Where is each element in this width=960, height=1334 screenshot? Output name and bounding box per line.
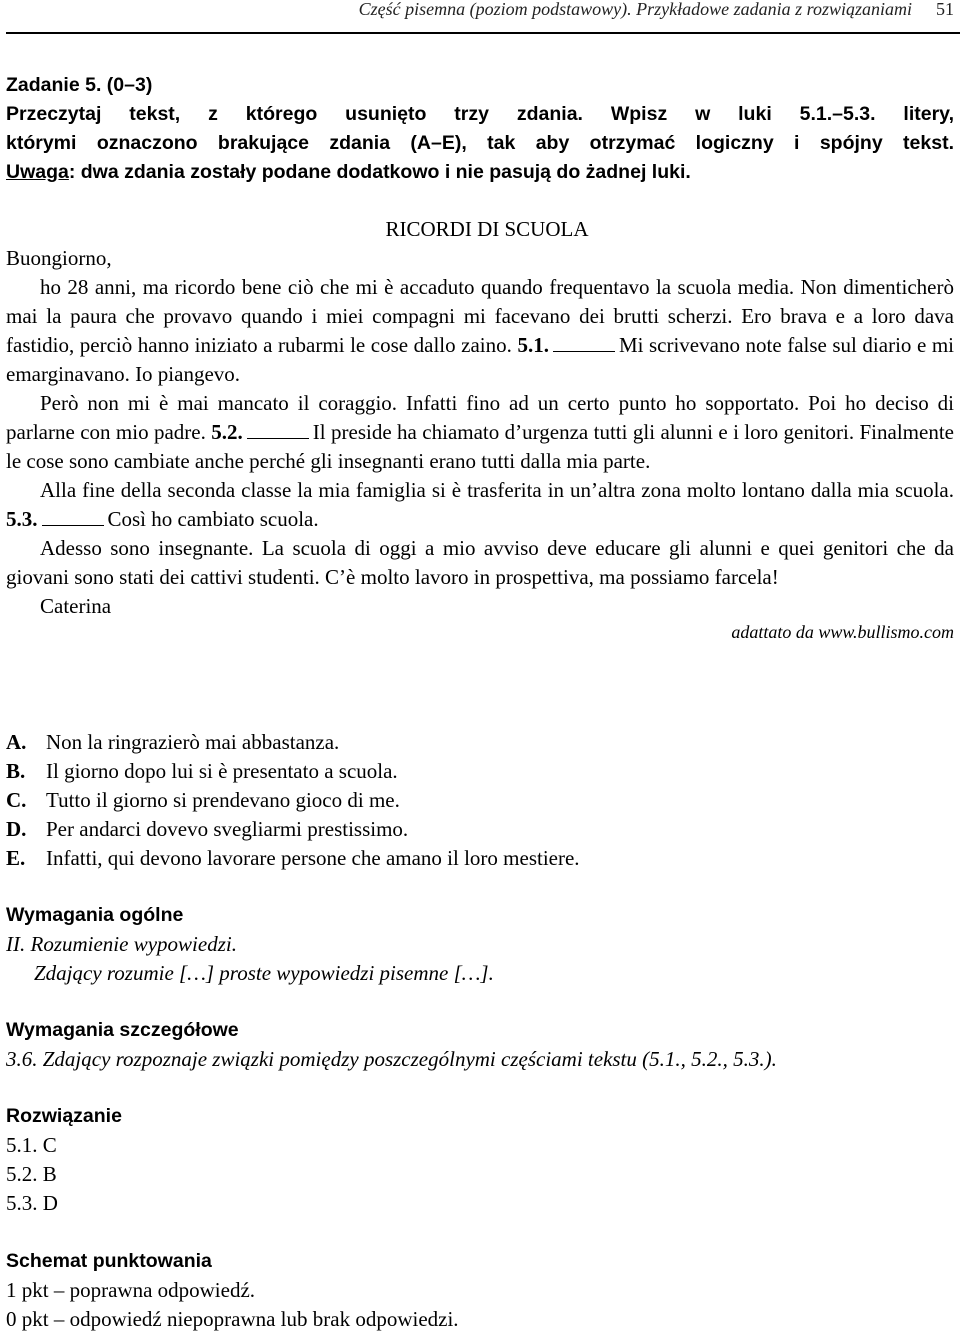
gap-blank-5-3[interactable] [42, 507, 104, 526]
general-req-heading: Wymagania ogólne [6, 904, 184, 926]
scoring-scheme [6, 1247, 459, 1334]
story-greeting: Buongiorno, [6, 246, 112, 270]
detailed-req-heading: Wymagania szczegółowe [6, 1019, 239, 1041]
paragraph-1-text: ho 28 anni, ma ricordo bene ciò che mi è accaduto quando frequentavo la scuola media. Non dimenticherò mai la paura che provavo quando i miei compagni mi facevano dei brutti scherzi. Ero brava e a loro dava fastidio, perciò hanno iniziato a rubarmi le cose dallo zaino. [6, 275, 954, 357]
answer-options [6, 728, 580, 873]
paragraph-2-text: Però non mi è mai mancato il coraggio. Infatti fino ad un certo punto ho sopportato. Poi ho deciso di parlarne con mio padre. [6, 391, 954, 444]
page-number: 51 [936, 0, 954, 19]
note-text: : dwa zdania zostały podane dodatkowo i nie pasują do żadnej luki. [68, 161, 691, 183]
scoring-line: 1 pkt – poprawna odpowiedź. [6, 1278, 256, 1302]
gap-label-5-1: 5.1. [517, 333, 549, 357]
option-text: Tutto il giorno si prendevano gioco di me. [46, 788, 400, 812]
scoring-line: 0 pkt – odpowiedź niepoprawna lub brak odpowiedzi. [6, 1307, 459, 1331]
paragraph-3-text: Alla fine della seconda classe la mia famiglia si è trasferita in un’altra zona molto lontano dalla mia scuola. [40, 478, 954, 502]
option-letter: D. [6, 817, 27, 841]
option-text: Per andarci dovevo svegliarmi prestissimo. [46, 817, 409, 841]
solution-answer: 5.2. B [6, 1162, 57, 1186]
story-source: adattato da www.bullismo.com [731, 622, 954, 642]
detailed-req-line-1: 3.6. Zdający rozpoznaje związki pomiędzy poszczególnymi częściami tekstu (5.1., 5.2., 5.3.). [6, 1047, 777, 1071]
task-title: Zadanie 5. (0–3) [6, 74, 153, 96]
option-letter: B. [6, 759, 26, 783]
general-requirements [6, 901, 494, 988]
solution-answer: 5.3. D [6, 1191, 58, 1215]
detailed-requirements [6, 1016, 777, 1074]
option-b [6, 757, 580, 786]
option-c [6, 786, 580, 815]
header-title: Część pisemna (poziom podstawowy). Przykładowe zadania z rozwiązaniami [358, 0, 912, 19]
story-paragraph-4: Adesso sono insegnante. La scuola di oggi a mio avviso deve educare gli alunni e quei genitori che da giovani sono stati dei cattivi studenti. C’è molto lavoro in prospettiva, ma possiamo farcela! [6, 536, 954, 589]
option-text: Infatti, qui devono lavorare persone che amano il loro mestiere. [46, 846, 580, 870]
story-text [6, 215, 954, 647]
paragraph-2-continuation: Il preside ha chiamato d’urgenza tutti gli alunni e i loro genitori. Finalmente le cose sono cambiate anche perché gli insegnanti erano tutti dalla mia parte. [6, 420, 954, 473]
option-letter: A. [6, 730, 27, 754]
instruction-line-1: Przeczytaj tekst, z którego usunięto trzy zdania. Wpisz w luki 5.1.–5.3. litery, [6, 103, 954, 125]
gap-label-5-2: 5.2. [211, 420, 243, 444]
instruction-note [6, 158, 954, 187]
story-signature: Caterina [40, 594, 112, 618]
note-label: Uwaga [6, 161, 69, 183]
solution [6, 1102, 122, 1218]
paragraph-3-continuation: Così ho cambiato scuola. [107, 507, 319, 531]
page-header [6, 0, 954, 18]
paragraph-1-continuation: Mi scrivevano note false sul diario e mi emarginavano. Io piangevo. [6, 333, 954, 386]
option-text: Non la ringrazierò mai abbastanza. [46, 730, 340, 754]
general-req-line-2: Zdający rozumie […] proste wypowiedzi pisemne […]. [34, 961, 494, 985]
option-text: Il giorno dopo lui si è presentato a scuola. [46, 759, 398, 783]
option-a [6, 728, 580, 757]
instruction-line-2: którymi oznaczono brakujące zdania (A–E), tak aby otrzymać logiczny i spójny tekst. [6, 132, 954, 154]
gap-blank-5-1[interactable] [553, 333, 615, 352]
story-paragraph-1 [6, 273, 954, 389]
story-paragraph-2 [6, 389, 954, 476]
task-instructions [6, 71, 954, 187]
header-divider [6, 32, 960, 34]
gap-label-5-3: 5.3. [6, 507, 38, 531]
option-d [6, 815, 580, 844]
option-letter: E. [6, 846, 26, 870]
story-paragraph-3 [6, 476, 954, 534]
story-title: RICORDI DI SCUOLA [385, 217, 589, 241]
option-letter: C. [6, 788, 27, 812]
option-e [6, 844, 580, 873]
gap-blank-5-2[interactable] [247, 420, 309, 439]
scoring-heading: Schemat punktowania [6, 1250, 212, 1272]
general-req-line-1: II. Rozumienie wypowiedzi. [6, 932, 237, 956]
solution-answer: 5.1. C [6, 1133, 57, 1157]
solution-heading: Rozwiązanie [6, 1105, 122, 1127]
